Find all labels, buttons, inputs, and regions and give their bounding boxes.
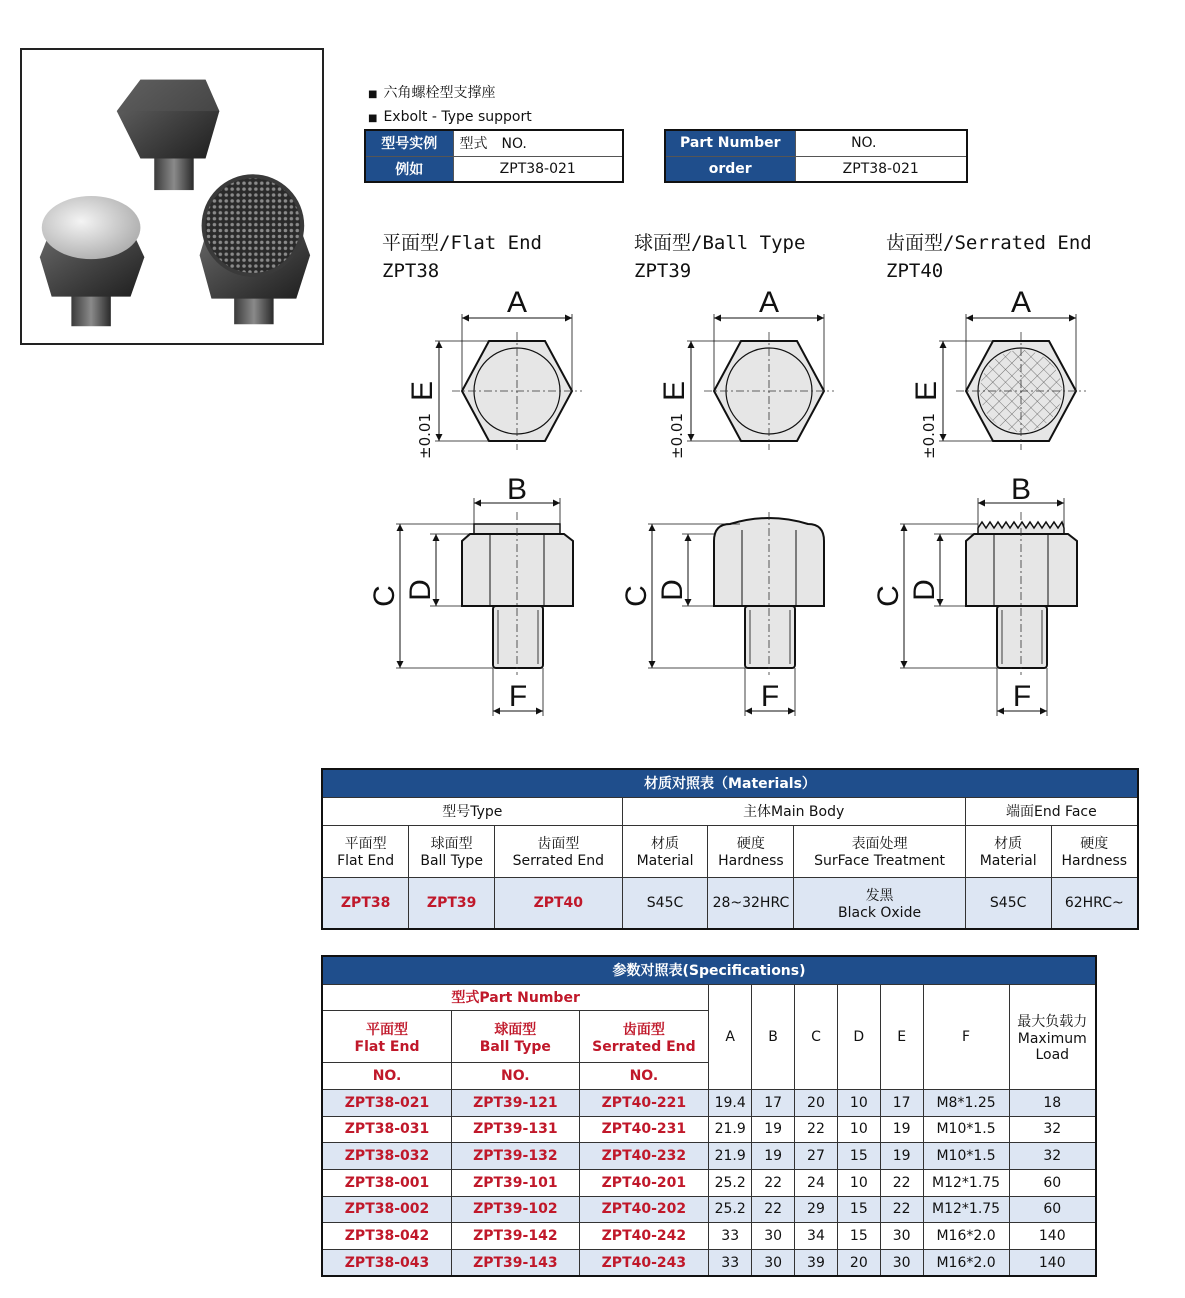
materials-group-type: 型号Type (322, 797, 622, 825)
table-cell: 30 (752, 1250, 795, 1277)
example-en-label-2: order (665, 156, 795, 182)
table-row (322, 1223, 1096, 1250)
drawing-title-ball (634, 229, 805, 285)
dim-label-d: D (404, 579, 437, 601)
example-table-en (664, 129, 968, 183)
header-title-cn-text: 六角螺栓型支撑座 (383, 85, 496, 101)
header-title-en-text: Exbolt - Type support (383, 109, 532, 125)
example-cn-value-2: ZPT38-021 (453, 156, 623, 182)
table-cell: 60 (1009, 1196, 1096, 1223)
specs-col-a: A (709, 984, 752, 1089)
example-en-value-2: ZPT38-021 (795, 156, 967, 182)
table-cell: ZPT39-143 (452, 1250, 580, 1277)
dim-label-e: E (910, 380, 943, 402)
specifications-table (321, 955, 1097, 1277)
materials-col-surface (794, 825, 965, 877)
materials-col-serrated-cn: 齿面型 (537, 836, 580, 852)
materials-col-serrated (495, 825, 623, 877)
table-cell: 60 (1009, 1169, 1096, 1196)
example-table-cn (364, 129, 624, 183)
specs-col-load-en2: Load (1035, 1046, 1070, 1063)
table-cell: M10*1.5 (923, 1143, 1009, 1170)
materials-cell-surface-en: Black Oxide (838, 904, 922, 921)
table-cell: ZPT39-121 (452, 1089, 580, 1116)
materials-col-flat-en: Flat End (337, 853, 395, 869)
specs-col-load-cn: 最大负载力 (1017, 1013, 1088, 1030)
materials-col-material-cn: 材质 (651, 836, 680, 852)
table-row (322, 1143, 1096, 1170)
table-cell: 17 (880, 1089, 923, 1116)
specs-no-ball: NO. (452, 1063, 580, 1090)
example-cn-value-1: 型式 NO. (453, 130, 623, 156)
table-cell: 22 (752, 1169, 795, 1196)
drawing-serrated-end (872, 286, 1086, 716)
table-cell: 15 (837, 1196, 880, 1223)
table-cell: 21.9 (709, 1143, 752, 1170)
dim-tolerance: ±0.01 (416, 413, 434, 459)
materials-col-surface-cn: 表面处理 (851, 836, 908, 852)
dim-label-d: D (908, 579, 941, 601)
table-cell: 30 (880, 1223, 923, 1250)
table-cell: ZPT40-232 (579, 1143, 709, 1170)
dim-label-a: A (1010, 286, 1032, 319)
drawing-ball-type (620, 286, 834, 716)
table-row (322, 1250, 1096, 1277)
specs-title: 参数对照表(Specifications) (322, 956, 1096, 984)
table-row (322, 1089, 1096, 1116)
table-cell: 32 (1009, 1116, 1096, 1143)
example-cn-label-2: 例如 (365, 156, 453, 182)
header-title-en (368, 109, 532, 125)
materials-cell-face-material: S45C (965, 877, 1051, 929)
dim-label-f: F (508, 680, 528, 713)
table-cell: ZPT38-001 (322, 1169, 452, 1196)
dim-label-a: A (506, 286, 528, 319)
materials-cell-flat: ZPT38 (322, 877, 409, 929)
table-cell: 19 (880, 1116, 923, 1143)
specs-col-flat-cn: 平面型 (366, 1021, 409, 1038)
dim-tolerance: ±0.01 (668, 413, 686, 459)
table-cell: ZPT40-242 (579, 1223, 709, 1250)
table-cell: 22 (880, 1169, 923, 1196)
table-cell: M12*1.75 (923, 1196, 1009, 1223)
table-cell: 15 (837, 1143, 880, 1170)
materials-cell-surface-cn: 发黑 (865, 887, 894, 904)
table-cell: 19 (752, 1143, 795, 1170)
example-en-label-1: Part Number (665, 130, 795, 156)
table-cell: 22 (752, 1196, 795, 1223)
dim-label-a: A (758, 286, 780, 319)
materials-cell-face-hardness: 62HRC~ (1051, 877, 1138, 929)
dim-label-e: E (406, 380, 439, 402)
bullet-mark: ■ (368, 89, 378, 100)
table-cell: 27 (795, 1143, 838, 1170)
table-cell: 25.2 (709, 1196, 752, 1223)
specs-col-serrated (579, 1011, 709, 1063)
materials-col-serrated-en: Serrated End (512, 853, 605, 869)
table-cell: 19.4 (709, 1089, 752, 1116)
table-cell: 140 (1009, 1223, 1096, 1250)
specs-col-flat (322, 1011, 452, 1063)
dim-label-c: C (620, 585, 653, 607)
dim-label-d: D (656, 579, 689, 601)
table-row (322, 1169, 1096, 1196)
specs-col-f: F (923, 984, 1009, 1089)
materials-col-face-hardness-cn: 硬度 (1080, 836, 1109, 852)
table-cell: 33 (709, 1250, 752, 1277)
table-cell: 21.9 (709, 1116, 752, 1143)
specs-no-serrated: NO. (579, 1063, 709, 1090)
specs-col-ball-en: Ball Type (479, 1038, 551, 1055)
product-photo-illustration (22, 50, 322, 343)
materials-col-flat-cn: 平面型 (344, 836, 387, 852)
materials-col-ball-en: Ball Type (420, 853, 483, 869)
materials-col-surface-en: SurFace Treatment (814, 853, 945, 869)
materials-col-material (622, 825, 708, 877)
materials-cell-hardness: 28~32HRC (708, 877, 794, 929)
table-cell: ZPT39-102 (452, 1196, 580, 1223)
table-cell: 10 (837, 1169, 880, 1196)
table-cell: ZPT40-202 (579, 1196, 709, 1223)
table-cell: 22 (880, 1196, 923, 1223)
table-cell: ZPT40-243 (579, 1250, 709, 1277)
table-cell: M10*1.5 (923, 1116, 1009, 1143)
example-en-value-1: NO. (795, 130, 967, 156)
table-cell: 19 (880, 1143, 923, 1170)
dim-label-f: F (1012, 680, 1032, 713)
example-cn-label-1: 型号实例 (365, 130, 453, 156)
materials-col-hardness-en: Hardness (718, 853, 784, 869)
table-cell: ZPT40-201 (579, 1169, 709, 1196)
table-row (322, 1196, 1096, 1223)
table-cell: M16*2.0 (923, 1250, 1009, 1277)
specs-col-b: B (752, 984, 795, 1089)
dim-label-b: B (1010, 473, 1032, 506)
specs-rows (322, 1089, 1096, 1276)
materials-col-material-en: Material (636, 853, 694, 869)
specs-col-ball-cn: 球面型 (494, 1021, 537, 1038)
product-photo (20, 48, 324, 345)
drawing-flat-end (368, 286, 582, 716)
table-cell: 29 (795, 1196, 838, 1223)
materials-cell-serrated: ZPT40 (495, 877, 623, 929)
materials-cell-ball: ZPT39 (409, 877, 495, 929)
table-row (322, 1116, 1096, 1143)
materials-row (322, 877, 1138, 929)
materials-col-face-material-cn: 材质 (994, 836, 1023, 852)
materials-col-hardness-cn: 硬度 (736, 836, 765, 852)
table-cell: ZPT38-042 (322, 1223, 452, 1250)
table-cell: 25.2 (709, 1169, 752, 1196)
table-cell: ZPT38-002 (322, 1196, 452, 1223)
table-cell: ZPT39-101 (452, 1169, 580, 1196)
materials-group-body: 主体Main Body (622, 797, 965, 825)
materials-title: 材质对照表（Materials） (322, 769, 1138, 797)
table-cell: M12*1.75 (923, 1169, 1009, 1196)
table-cell: ZPT38-032 (322, 1143, 452, 1170)
table-cell: ZPT38-031 (322, 1116, 452, 1143)
materials-col-ball-cn: 球面型 (430, 836, 473, 852)
drawing-title-serrated (886, 229, 1092, 285)
table-cell: 30 (752, 1223, 795, 1250)
drawing-title-serrated-code: ZPT40 (886, 260, 944, 282)
dim-label-e: E (658, 380, 691, 402)
dim-label-c: C (368, 585, 401, 607)
specs-col-serrated-en: Serrated End (592, 1038, 696, 1055)
table-cell: ZPT39-142 (452, 1223, 580, 1250)
table-cell: 33 (709, 1223, 752, 1250)
table-cell: 17 (752, 1089, 795, 1116)
dim-tolerance: ±0.01 (920, 413, 938, 459)
drawing-title-serrated-name: 齿面型/Serrated End (886, 232, 1092, 254)
table-cell: ZPT38-021 (322, 1089, 452, 1116)
materials-col-hardness (708, 825, 794, 877)
materials-col-face-material (965, 825, 1051, 877)
specs-col-load-en1: Maximum (1017, 1030, 1087, 1047)
dim-label-f: F (760, 680, 780, 713)
table-cell: 30 (880, 1250, 923, 1277)
specs-col-c: C (795, 984, 838, 1089)
table-cell: 20 (837, 1250, 880, 1277)
table-cell: 19 (752, 1116, 795, 1143)
materials-col-face-hardness-en: Hardness (1061, 853, 1128, 869)
specs-col-ball (452, 1011, 580, 1063)
materials-col-face-hardness (1051, 825, 1138, 877)
table-cell: 10 (837, 1116, 880, 1143)
specs-part-number-header: 型式Part Number (322, 984, 709, 1011)
table-cell: 140 (1009, 1250, 1096, 1277)
table-cell: M8*1.25 (923, 1089, 1009, 1116)
drawing-title-flat-name: 平面型/Flat End (382, 232, 542, 254)
materials-col-ball (409, 825, 495, 877)
drawing-title-flat-code: ZPT38 (382, 260, 440, 282)
specs-col-flat-en: Flat End (354, 1038, 420, 1055)
drawing-title-flat (382, 229, 542, 285)
table-cell: 34 (795, 1223, 838, 1250)
table-cell: 24 (795, 1169, 838, 1196)
drawing-title-ball-name: 球面型/Ball Type (634, 232, 806, 254)
table-cell: ZPT39-131 (452, 1116, 580, 1143)
table-cell: ZPT39-132 (452, 1143, 580, 1170)
table-cell: 18 (1009, 1089, 1096, 1116)
bullet-mark: ■ (368, 113, 378, 124)
specs-col-e: E (880, 984, 923, 1089)
materials-col-flat (322, 825, 409, 877)
materials-col-face-material-en: Material (979, 853, 1037, 869)
drawing-title-ball-code: ZPT39 (634, 260, 692, 282)
materials-table (321, 768, 1139, 930)
table-cell: 15 (837, 1223, 880, 1250)
table-cell: ZPT40-231 (579, 1116, 709, 1143)
table-cell: ZPT38-043 (322, 1250, 452, 1277)
materials-group-face: 端面End Face (965, 797, 1138, 825)
dim-label-b: B (506, 473, 528, 506)
specs-col-serrated-cn: 齿面型 (622, 1021, 665, 1038)
table-cell: 32 (1009, 1143, 1096, 1170)
specs-col-load (1009, 984, 1096, 1089)
table-cell: ZPT40-221 (579, 1089, 709, 1116)
materials-cell-surface (794, 877, 965, 929)
specs-no-flat: NO. (322, 1063, 452, 1090)
table-cell: M16*2.0 (923, 1223, 1009, 1250)
table-cell: 39 (795, 1250, 838, 1277)
dim-label-c: C (872, 585, 905, 607)
materials-cell-material: S45C (622, 877, 708, 929)
specs-col-d: D (837, 984, 880, 1089)
header-title-cn (368, 82, 495, 102)
table-cell: 10 (837, 1089, 880, 1116)
table-cell: 22 (795, 1116, 838, 1143)
table-cell: 20 (795, 1089, 838, 1116)
